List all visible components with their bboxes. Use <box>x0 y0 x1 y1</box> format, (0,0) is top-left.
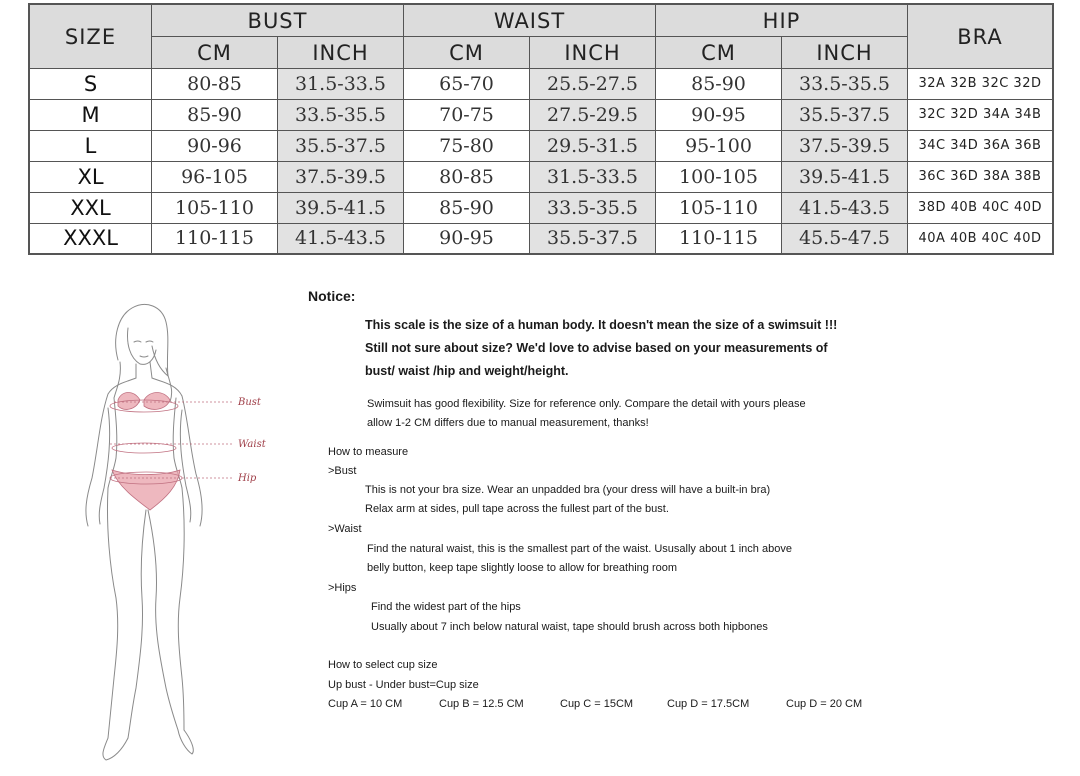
hip-inch-cell: 39.5-41.5 <box>782 161 908 192</box>
bust-cm-cell: 105-110 <box>152 192 278 223</box>
notice-section <box>308 282 1048 762</box>
size-cell: XXXL <box>29 223 152 254</box>
hip-cm-cell: 90-95 <box>656 99 782 130</box>
hip-cm-cell: 110-115 <box>656 223 782 254</box>
bust-cm-cell: 85-90 <box>152 99 278 130</box>
waist-cm-cell: 65-70 <box>404 69 530 100</box>
body-measurement-figure <box>70 298 290 768</box>
size-cell: M <box>29 99 152 130</box>
table-row <box>29 130 1053 161</box>
hip-inch-cell: 37.5-39.5 <box>782 130 908 161</box>
hip-cm-cell: 105-110 <box>656 192 782 223</box>
bra-cell: 32C 32D 34A 34B <box>908 99 1054 130</box>
notice-bold-line: bust/ waist /hip and weight/height. <box>365 364 569 378</box>
unit-header: INCH <box>782 37 908 69</box>
bust-label: Bust <box>238 397 261 408</box>
hip-inch-cell: 33.5-35.5 <box>782 69 908 100</box>
table-row <box>29 99 1053 130</box>
unit-header: CM <box>404 37 530 69</box>
size-cell: XXL <box>29 192 152 223</box>
bra-cell: 34C 34D 36A 36B <box>908 130 1054 161</box>
bra-cell: 38D 40B 40C 40D <box>908 192 1054 223</box>
hips-line: Find the widest part of the hips <box>371 601 521 613</box>
flex-note-line: allow 1-2 CM differs due to manual measurement, thanks! <box>367 417 649 429</box>
cup-size: Cup D = 17.5CM <box>667 698 750 710</box>
bust-inch-cell: 33.5-35.5 <box>278 99 404 130</box>
waist-inch-cell: 25.5-27.5 <box>530 69 656 100</box>
table-row <box>29 192 1053 223</box>
bra-header: BRA <box>908 4 1054 69</box>
waist-cm-cell: 80-85 <box>404 161 530 192</box>
measure-lines <box>110 402 234 478</box>
hip-cm-cell: 100-105 <box>656 161 782 192</box>
unit-header: INCH <box>278 37 404 69</box>
bust-inch-cell: 37.5-39.5 <box>278 161 404 192</box>
hip-inch-cell: 41.5-43.5 <box>782 192 908 223</box>
hip-cm-cell: 95-100 <box>656 130 782 161</box>
hip-inch-cell: 35.5-37.5 <box>782 99 908 130</box>
size-chart-table <box>28 3 1054 255</box>
notice-title: Notice: <box>308 288 356 304</box>
bust-cm-cell: 96-105 <box>152 161 278 192</box>
waist-cm-cell: 85-90 <box>404 192 530 223</box>
waist-inch-cell: 33.5-35.5 <box>530 192 656 223</box>
bra-cell: 40A 40B 40C 40D <box>908 223 1054 254</box>
waist-inch-cell: 35.5-37.5 <box>530 223 656 254</box>
unit-header: CM <box>656 37 782 69</box>
bra-cell: 36C 36D 38A 38B <box>908 161 1054 192</box>
waist-cm-cell: 75-80 <box>404 130 530 161</box>
bust-header: BUST <box>152 4 404 37</box>
waist-inch-cell: 29.5-31.5 <box>530 130 656 161</box>
how-to-measure-heading: How to measure <box>328 446 409 458</box>
figure-outline <box>86 304 202 760</box>
cup-size: Cup A = 10 CM <box>328 698 403 710</box>
notice-bold-line: Still not sure about size? We'd love to advise based on your measurements of <box>365 341 828 355</box>
bust-inch-cell: 39.5-41.5 <box>278 192 404 223</box>
hips-line: Usually about 7 inch below natural waist, tape should brush across both hipbones <box>371 621 768 633</box>
waist-label: Waist <box>238 439 266 450</box>
table-body <box>29 69 1053 255</box>
notice-bold-line: This scale is the size of a human body. It doesn't mean the size of a swimsuit !!! <box>365 318 838 332</box>
measure-ellipses <box>110 400 182 484</box>
table-row <box>29 223 1053 254</box>
size-cell: S <box>29 69 152 100</box>
size-cell: L <box>29 130 152 161</box>
table-row <box>29 161 1053 192</box>
bust-cm-cell: 90-96 <box>152 130 278 161</box>
bust-heading: >Bust <box>328 465 357 477</box>
bust-cm-cell: 80-85 <box>152 69 278 100</box>
hip-cm-cell: 85-90 <box>656 69 782 100</box>
unit-header: CM <box>152 37 278 69</box>
bust-cm-cell: 110-115 <box>152 223 278 254</box>
unit-header: INCH <box>530 37 656 69</box>
bust-line: Relax arm at sides, pull tape across the fullest part of the bust. <box>365 503 669 515</box>
cup-size: Cup C = 15CM <box>560 698 634 710</box>
bust-line: This is not your bra size. Wear an unpadded bra (your dress will have a built-in bra) <box>365 484 771 496</box>
bust-inch-cell: 35.5-37.5 <box>278 130 404 161</box>
waist-heading: >Waist <box>328 523 362 535</box>
waist-inch-cell: 31.5-33.5 <box>530 161 656 192</box>
waist-line: belly button, keep tape slightly loose to allow for breathing room <box>367 562 678 574</box>
waist-cm-cell: 90-95 <box>404 223 530 254</box>
hips-heading: >Hips <box>328 582 357 594</box>
waist-header: WAIST <box>404 4 656 37</box>
waist-line: Find the natural waist, this is the smallest part of the waist. Ususally about 1 inch above <box>367 543 792 555</box>
flex-note-line: Swimsuit has good flexibility. Size for reference only. Compare the detail with yours please <box>367 398 806 410</box>
bra-cell: 32A 32B 32C 32D <box>908 69 1054 100</box>
hip-header: HIP <box>656 4 908 37</box>
waist-inch-cell: 27.5-29.5 <box>530 99 656 130</box>
waist-cm-cell: 70-75 <box>404 99 530 130</box>
cup-size: Cup B = 12.5 CM <box>439 698 524 710</box>
table-row <box>29 69 1053 100</box>
cup-size: Cup D = 20 CM <box>786 698 863 710</box>
cup-formula: Up bust - Under bust=Cup size <box>328 679 479 691</box>
bust-inch-cell: 31.5-33.5 <box>278 69 404 100</box>
hip-inch-cell: 45.5-47.5 <box>782 223 908 254</box>
bust-inch-cell: 41.5-43.5 <box>278 223 404 254</box>
cup-heading: How to select cup size <box>328 659 438 671</box>
size-cell: XL <box>29 161 152 192</box>
size-header: SIZE <box>29 4 152 69</box>
hip-label: Hip <box>238 473 257 484</box>
